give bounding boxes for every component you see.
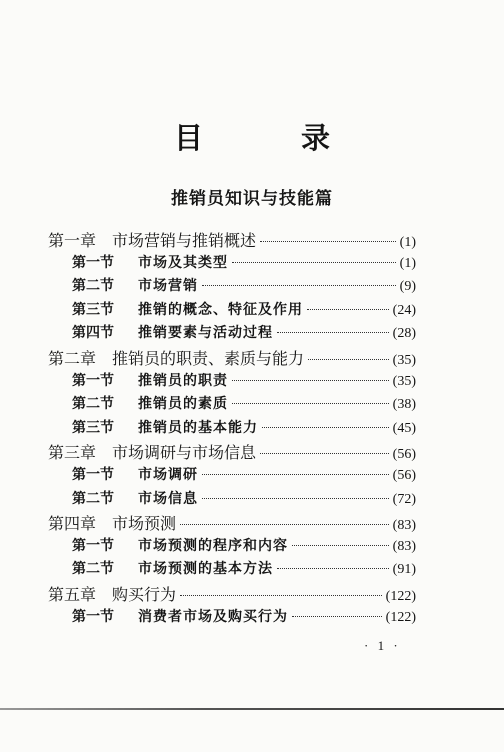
toc-page-number: (35) [392,373,416,389]
toc-row-section [72,299,416,323]
dot-leader [260,241,396,242]
toc-section-label: 第二节 [72,278,114,295]
toc-chapter-label: 第五章 [48,585,97,604]
dot-leader [292,545,389,546]
toc-section-title: 市场预测的基本方法 [138,561,273,578]
toc-row-section [72,275,416,299]
toc-section-title: 推销员的素质 [138,396,228,413]
toc-page-number: (83) [392,538,416,554]
toc-section-label: 第四节 [72,325,114,342]
dot-leader [292,616,382,617]
toc-page-number: (72) [392,491,416,507]
toc-row-section [72,417,416,441]
dot-leader [307,309,389,310]
toc-row-chapter [48,346,416,370]
dot-leader [308,359,389,360]
toc-page-number: (38) [392,397,416,413]
toc-page-number: (122) [385,609,416,625]
dot-leader [232,380,389,381]
toc-section-label: 第二节 [72,561,114,578]
toc-page-number: (35) [392,353,416,368]
toc-chapter-title: 市场预测 [112,514,177,534]
dot-leader [232,262,396,263]
page-title: 目 录 [173,121,375,155]
dot-leader [202,285,396,286]
toc-row-section [72,606,416,630]
dot-leader [260,453,389,454]
toc-chapter-title: 推销员的职责、素质与能力 [112,349,305,368]
page-edge-line [0,708,504,710]
toc-page-number: (56) [392,447,416,463]
toc-row-section [72,535,416,559]
toc-row-section [72,393,416,417]
toc-page-number: (24) [392,302,416,318]
toc-section-label: 第二节 [72,396,114,413]
dot-leader [232,403,389,404]
dot-leader [180,595,382,596]
toc-page-number: (9) [399,279,416,295]
toc-section-label: 第三节 [72,301,114,318]
toc-section-title: 市场营销 [138,278,198,295]
toc-row-chapter [48,582,416,606]
toc-row-chapter [48,228,416,252]
dot-leader [277,332,389,333]
toc-row-section [72,558,416,582]
toc-page-number: (1) [399,235,416,250]
toc-page-number: (83) [392,518,416,534]
toc-row-chapter [48,440,416,464]
toc-row-section [72,370,416,394]
toc-section-title: 推销的概念、特征及作用 [138,301,303,318]
toc-section-title: 推销员的基本能力 [138,419,258,436]
toc-chapter-label: 第一章 [48,231,97,250]
toc-row-section [72,322,416,346]
toc-section-title: 推销员的职责 [138,372,228,389]
toc-section-title: 市场预测的程序和内容 [138,537,288,554]
toc-row-section [72,488,416,512]
toc-page-number: (56) [392,468,416,483]
dot-leader [262,427,389,428]
toc-chapter-label: 第二章 [48,349,97,368]
toc-row-section [72,464,416,488]
dot-leader [202,474,389,475]
toc-chapter-title: 市场营销与推销概述 [112,231,257,250]
toc-section-title: 推销要素与活动过程 [138,325,273,342]
toc-page-number: (28) [392,326,416,342]
toc-section-title: 市场调研 [138,467,198,483]
toc-section-label: 第一节 [72,608,114,625]
toc-section-label: 第一节 [72,537,114,554]
toc-chapter-label: 第四章 [48,514,97,534]
toc-page-number: (122) [385,589,416,604]
dot-leader [277,568,389,569]
toc-section-title: 市场信息 [138,490,198,507]
dot-leader [202,498,389,499]
part-title: 推销员知识与技能篇 [171,189,333,209]
toc-page-number: (1) [399,255,416,271]
toc-section-label: 第一节 [72,467,114,483]
toc-section-title: 市场及其类型 [138,254,228,271]
toc-chapter-title: 市场调研与市场信息 [112,443,257,463]
toc-row-section [72,252,416,276]
toc-section-label: 第三节 [72,419,114,436]
toc-section-label: 第一节 [72,254,114,271]
toc-section-label: 第二节 [72,490,114,507]
toc-section-title: 消费者市场及购买行为 [138,608,288,625]
toc-chapter-title: 购买行为 [112,585,177,604]
toc-page-number: (91) [392,562,416,578]
toc-page-number: (45) [392,420,416,436]
toc-chapter-label: 第三章 [48,443,97,463]
dot-leader [180,524,389,525]
toc-row-chapter [48,511,416,535]
page-number-footer: · 1 · [364,638,401,653]
toc-section-label: 第一节 [72,372,114,389]
